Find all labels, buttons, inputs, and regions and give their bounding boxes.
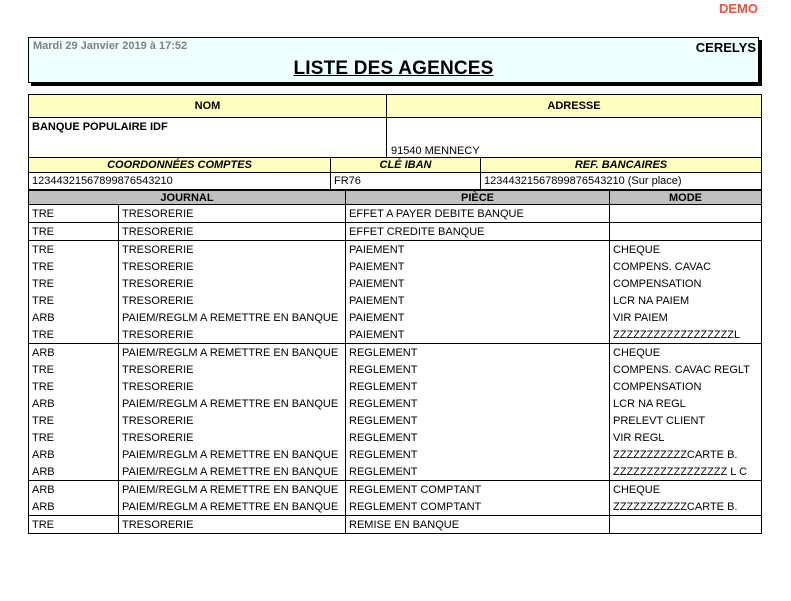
journal-code: TRE: [29, 292, 119, 309]
payment-mode: COMPENS. CAVAC: [610, 258, 762, 275]
piece-header: PIÈCE: [346, 191, 610, 205]
journal-name: TRESORERIE: [119, 412, 346, 429]
table-row: [29, 481, 762, 499]
journal-code: ARB: [29, 498, 119, 516]
journal-name: PAIEM/REGLM A REMETTRE EN BANQUE: [119, 498, 346, 516]
journal-code: ARB: [29, 481, 119, 499]
journal-code: ARB: [29, 446, 119, 463]
payment-mode: LCR NA PAIEM: [610, 292, 762, 309]
table-row: [29, 498, 762, 516]
table-row: [29, 463, 762, 481]
piece-type: REGLEMENT: [346, 463, 610, 481]
agency-address: 91540 MENNECY: [387, 118, 762, 160]
journal-name: PAIEM/REGLM A REMETTRE EN BANQUE: [119, 309, 346, 326]
payment-mode: CHEQUE: [610, 241, 762, 259]
table-row: [29, 395, 762, 412]
brand-name: CERELYS: [695, 40, 756, 55]
bank-ref-header: REF. BANCAIRES: [481, 158, 762, 173]
journal-code: ARB: [29, 309, 119, 326]
table-row: [29, 292, 762, 309]
table-row: [29, 361, 762, 378]
piece-type: PAIEMENT: [346, 326, 610, 344]
journal-name: TRESORERIE: [119, 223, 346, 241]
table-row: [29, 223, 762, 241]
iban-key-header: CLÉ IBAN: [331, 158, 481, 173]
payment-mode: VIR REGL: [610, 429, 762, 446]
journal-code: TRE: [29, 378, 119, 395]
table-row: [29, 241, 762, 259]
payment-mode: COMPENSATION: [610, 275, 762, 292]
payment-mode: COMPENSATION: [610, 378, 762, 395]
payment-mode: ZZZZZZZZZZZZZZZZZZL: [610, 326, 762, 344]
journal-name: TRESORERIE: [119, 275, 346, 292]
table-row: [29, 344, 762, 362]
payment-mode: PRELEVT CLIENT: [610, 412, 762, 429]
account-coords: 12344321567899876543210: [29, 173, 331, 190]
piece-type: EFFET CREDITE BANQUE: [346, 223, 610, 241]
journal-code: ARB: [29, 395, 119, 412]
journal-code: TRE: [29, 275, 119, 292]
journal-code: TRE: [29, 326, 119, 344]
payment-mode: ZZZZZZZZZZZZZZZZZ L C: [610, 463, 762, 481]
table-row: [29, 275, 762, 292]
table-row: [29, 258, 762, 275]
piece-type: REMISE EN BANQUE: [346, 516, 610, 534]
journal-code: ARB: [29, 463, 119, 481]
piece-type: REGLEMENT: [346, 361, 610, 378]
table-row: [29, 309, 762, 326]
journal-name: TRESORERIE: [119, 326, 346, 344]
demo-watermark: DEMO: [719, 1, 758, 16]
journal-name: PAIEM/REGLM A REMETTRE EN BANQUE: [119, 446, 346, 463]
name-header: NOM: [29, 95, 387, 118]
piece-type: PAIEMENT: [346, 275, 610, 292]
table-row: [29, 205, 762, 223]
piece-type: PAIEMENT: [346, 241, 610, 259]
report-header: [28, 37, 759, 83]
payment-mode: ZZZZZZZZZZZCARTE B.: [610, 446, 762, 463]
piece-type: REGLEMENT COMPTANT: [346, 498, 610, 516]
payment-mode: VIR PAIEM: [610, 309, 762, 326]
journal-code: ARB: [29, 344, 119, 362]
payment-mode: ZZZZZZZZZZZCARTE B.: [610, 498, 762, 516]
piece-type: REGLEMENT: [346, 378, 610, 395]
journal-name: TRESORERIE: [119, 292, 346, 309]
piece-type: PAIEMENT: [346, 258, 610, 275]
journal-name: TRESORERIE: [119, 258, 346, 275]
journal-name: PAIEM/REGLM A REMETTRE EN BANQUE: [119, 481, 346, 499]
table-row: [29, 429, 762, 446]
journal-code: TRE: [29, 429, 119, 446]
payment-mode: CHEQUE: [610, 344, 762, 362]
report-date: Mardi 29 Janvier 2019 à 17:52: [33, 40, 188, 52]
table-row: [29, 412, 762, 429]
piece-type: REGLEMENT: [346, 395, 610, 412]
table-row: [29, 446, 762, 463]
iban-key: FR76: [331, 173, 481, 190]
payment-mode: [610, 223, 762, 241]
journal-code: TRE: [29, 258, 119, 275]
journal-code: TRE: [29, 205, 119, 223]
bank-ref: 12344321567899876543210 (Sur place): [481, 173, 762, 190]
table-row: [29, 326, 762, 344]
journal-name: PAIEM/REGLM A REMETTRE EN BANQUE: [119, 463, 346, 481]
journal-name: TRESORERIE: [119, 361, 346, 378]
table-row: [29, 516, 762, 534]
journal-code: TRE: [29, 516, 119, 534]
piece-type: REGLEMENT: [346, 344, 610, 362]
piece-type: PAIEMENT: [346, 309, 610, 326]
payment-mode: [610, 205, 762, 223]
piece-type: PAIEMENT: [346, 292, 610, 309]
accounts-table: [28, 157, 762, 190]
journal-name: TRESORERIE: [119, 429, 346, 446]
piece-type: REGLEMENT: [346, 429, 610, 446]
page-title: LISTE DES AGENCES: [293, 58, 494, 79]
payment-mode: COMPENS. CAVAC REGLT: [610, 361, 762, 378]
agency-table: [28, 94, 762, 160]
journal-header: JOURNAL: [29, 191, 346, 205]
journal-code: TRE: [29, 223, 119, 241]
payment-mode: [610, 516, 762, 534]
journal-code: TRE: [29, 241, 119, 259]
journal-name: PAIEM/REGLM A REMETTRE EN BANQUE: [119, 344, 346, 362]
journal-code: TRE: [29, 361, 119, 378]
payment-mode: LCR NA REGL: [610, 395, 762, 412]
address-header: ADRESSE: [387, 95, 762, 118]
agency-name: BANQUE POPULAIRE IDF: [29, 118, 387, 160]
piece-type: EFFET A PAYER DEBITE BANQUE: [346, 205, 610, 223]
payment-mode: CHEQUE: [610, 481, 762, 499]
piece-type: REGLEMENT: [346, 446, 610, 463]
journal-name: PAIEM/REGLM A REMETTRE EN BANQUE: [119, 395, 346, 412]
journal-name: TRESORERIE: [119, 378, 346, 395]
journal-name: TRESORERIE: [119, 241, 346, 259]
journal-name: TRESORERIE: [119, 205, 346, 223]
journal-code: TRE: [29, 412, 119, 429]
piece-type: REGLEMENT: [346, 412, 610, 429]
mode-header: MODE: [610, 191, 762, 205]
coords-header: COORDONNÉES COMPTES: [29, 158, 331, 173]
journal-name: TRESORERIE: [119, 516, 346, 534]
piece-type: REGLEMENT COMPTANT: [346, 481, 610, 499]
journal-table: [28, 190, 762, 534]
table-row: [29, 378, 762, 395]
